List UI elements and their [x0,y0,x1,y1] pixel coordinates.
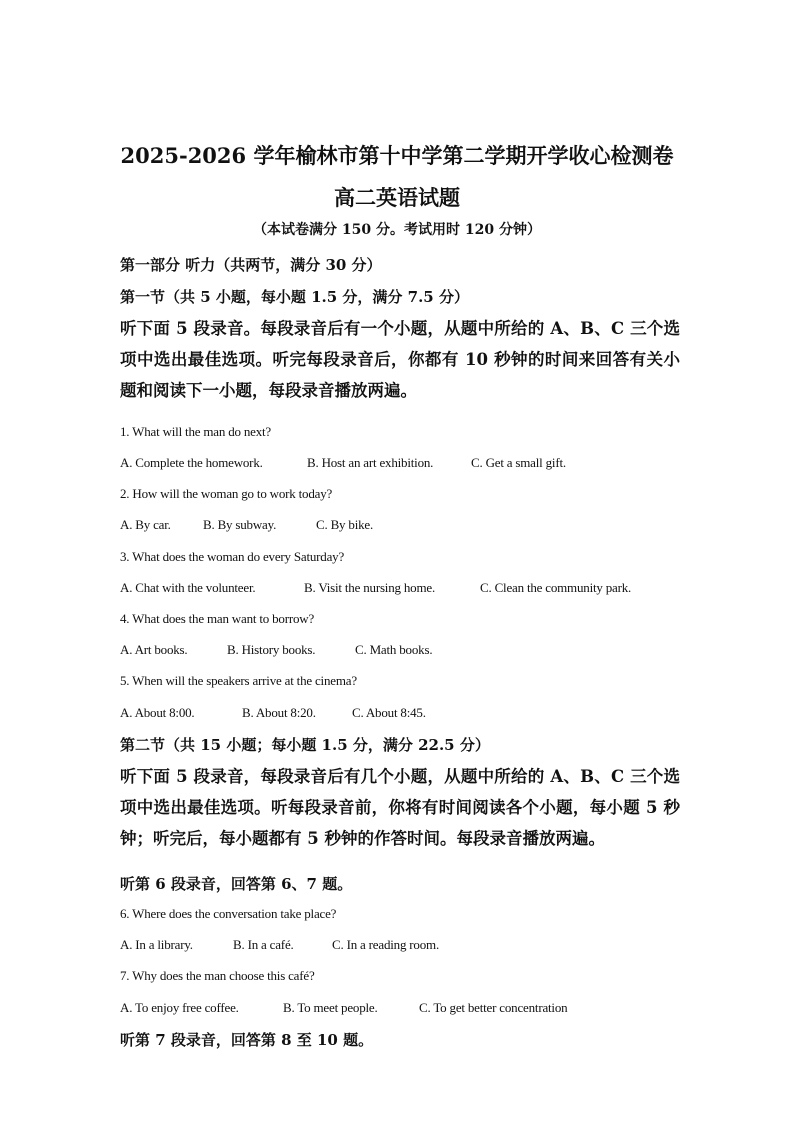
question-3-options [120,580,720,598]
question-5-options [120,705,720,723]
part1-heading: 第一部分 听力（共两节，满分 30 分） [120,256,382,274]
exam-title: 2025-2026 学年榆林市第十中学第二学期开学收心检测卷 [120,143,674,168]
option-c: C. About 8:45. [352,705,426,720]
option-a: A. About 8:00. [120,705,195,720]
section2-instruction: 听下面 5 段录音，每段录音后有几个小题，从题中所给的 A、B、C 三个选项中选出最佳选项。听每段录音前，你将有时间阅读各个小题，每小题 5 秒钟；听完后，每小题都有 5 秒钟的作答时间。每段录音播放两遍。 [120,767,680,848]
audio-7-heading: 听第 7 段录音，回答第 8 至 10 题。 [120,1031,374,1049]
option-a: A. Complete the homework. [120,455,263,470]
option-b: B. In a café. [233,937,294,952]
option-c: C. Clean the community park. [480,580,632,595]
option-b: B. History books. [227,642,316,657]
question-1-options [120,455,720,473]
option-a: A. Chat with the volunteer. [120,580,256,595]
option-b: B. By subway. [203,517,277,532]
question-2-options [120,517,720,535]
option-a: A. By car. [120,517,171,532]
audio-6-heading: 听第 6 段录音，回答第 6、7 题。 [120,875,353,893]
exam-subtitle: 高二英语试题 [334,185,460,210]
question-4-options [120,642,720,660]
option-a: A. Art books. [120,642,188,657]
question-6-options [120,937,720,955]
question-1: 1. What will the man do next? [120,424,272,439]
option-b: B. To meet people. [283,1000,378,1015]
option-c: C. Get a small gift. [471,455,566,470]
section1-instruction: 听下面 5 段录音。每段录音后有一个小题，从题中所给的 A、B、C 三个选项中选出最佳选项。听完每段录音后，你都有 10 秒钟的时间来回答有关小题和阅读下一小题，每段录音播放两遍。 [120,319,680,400]
option-c: C. In a reading room. [332,937,439,952]
exam-note: （本试卷满分 150 分。考试用时 120 分钟） [253,222,541,238]
question-6: 6. Where does the conversation take place? [120,906,337,921]
question-4: 4. What does the man want to borrow? [120,611,315,626]
option-a: A. To enjoy free coffee. [120,1000,239,1015]
option-b: B. About 8:20. [242,705,316,720]
option-a: A. In a library. [120,937,193,952]
section2-heading: 第二节（共 15 小题；每小题 1.5 分，满分 22.5 分） [120,736,490,754]
option-b: B. Host an art exhibition. [307,455,434,470]
question-5: 5. When will the speakers arrive at the cinema? [120,673,357,688]
question-3: 3. What does the woman do every Saturday? [120,549,345,564]
question-7-options [120,1000,720,1018]
question-7: 7. Why does the man choose this café? [120,968,315,983]
option-c: C. By bike. [316,517,374,532]
section1-heading: 第一节（共 5 小题，每小题 1.5 分，满分 7.5 分） [120,288,469,306]
question-2: 2. How will the woman go to work today? [120,486,333,501]
option-b: B. Visit the nursing home. [304,580,436,595]
option-c: C. To get better concentration [419,1000,568,1015]
option-c: C. Math books. [355,642,433,657]
